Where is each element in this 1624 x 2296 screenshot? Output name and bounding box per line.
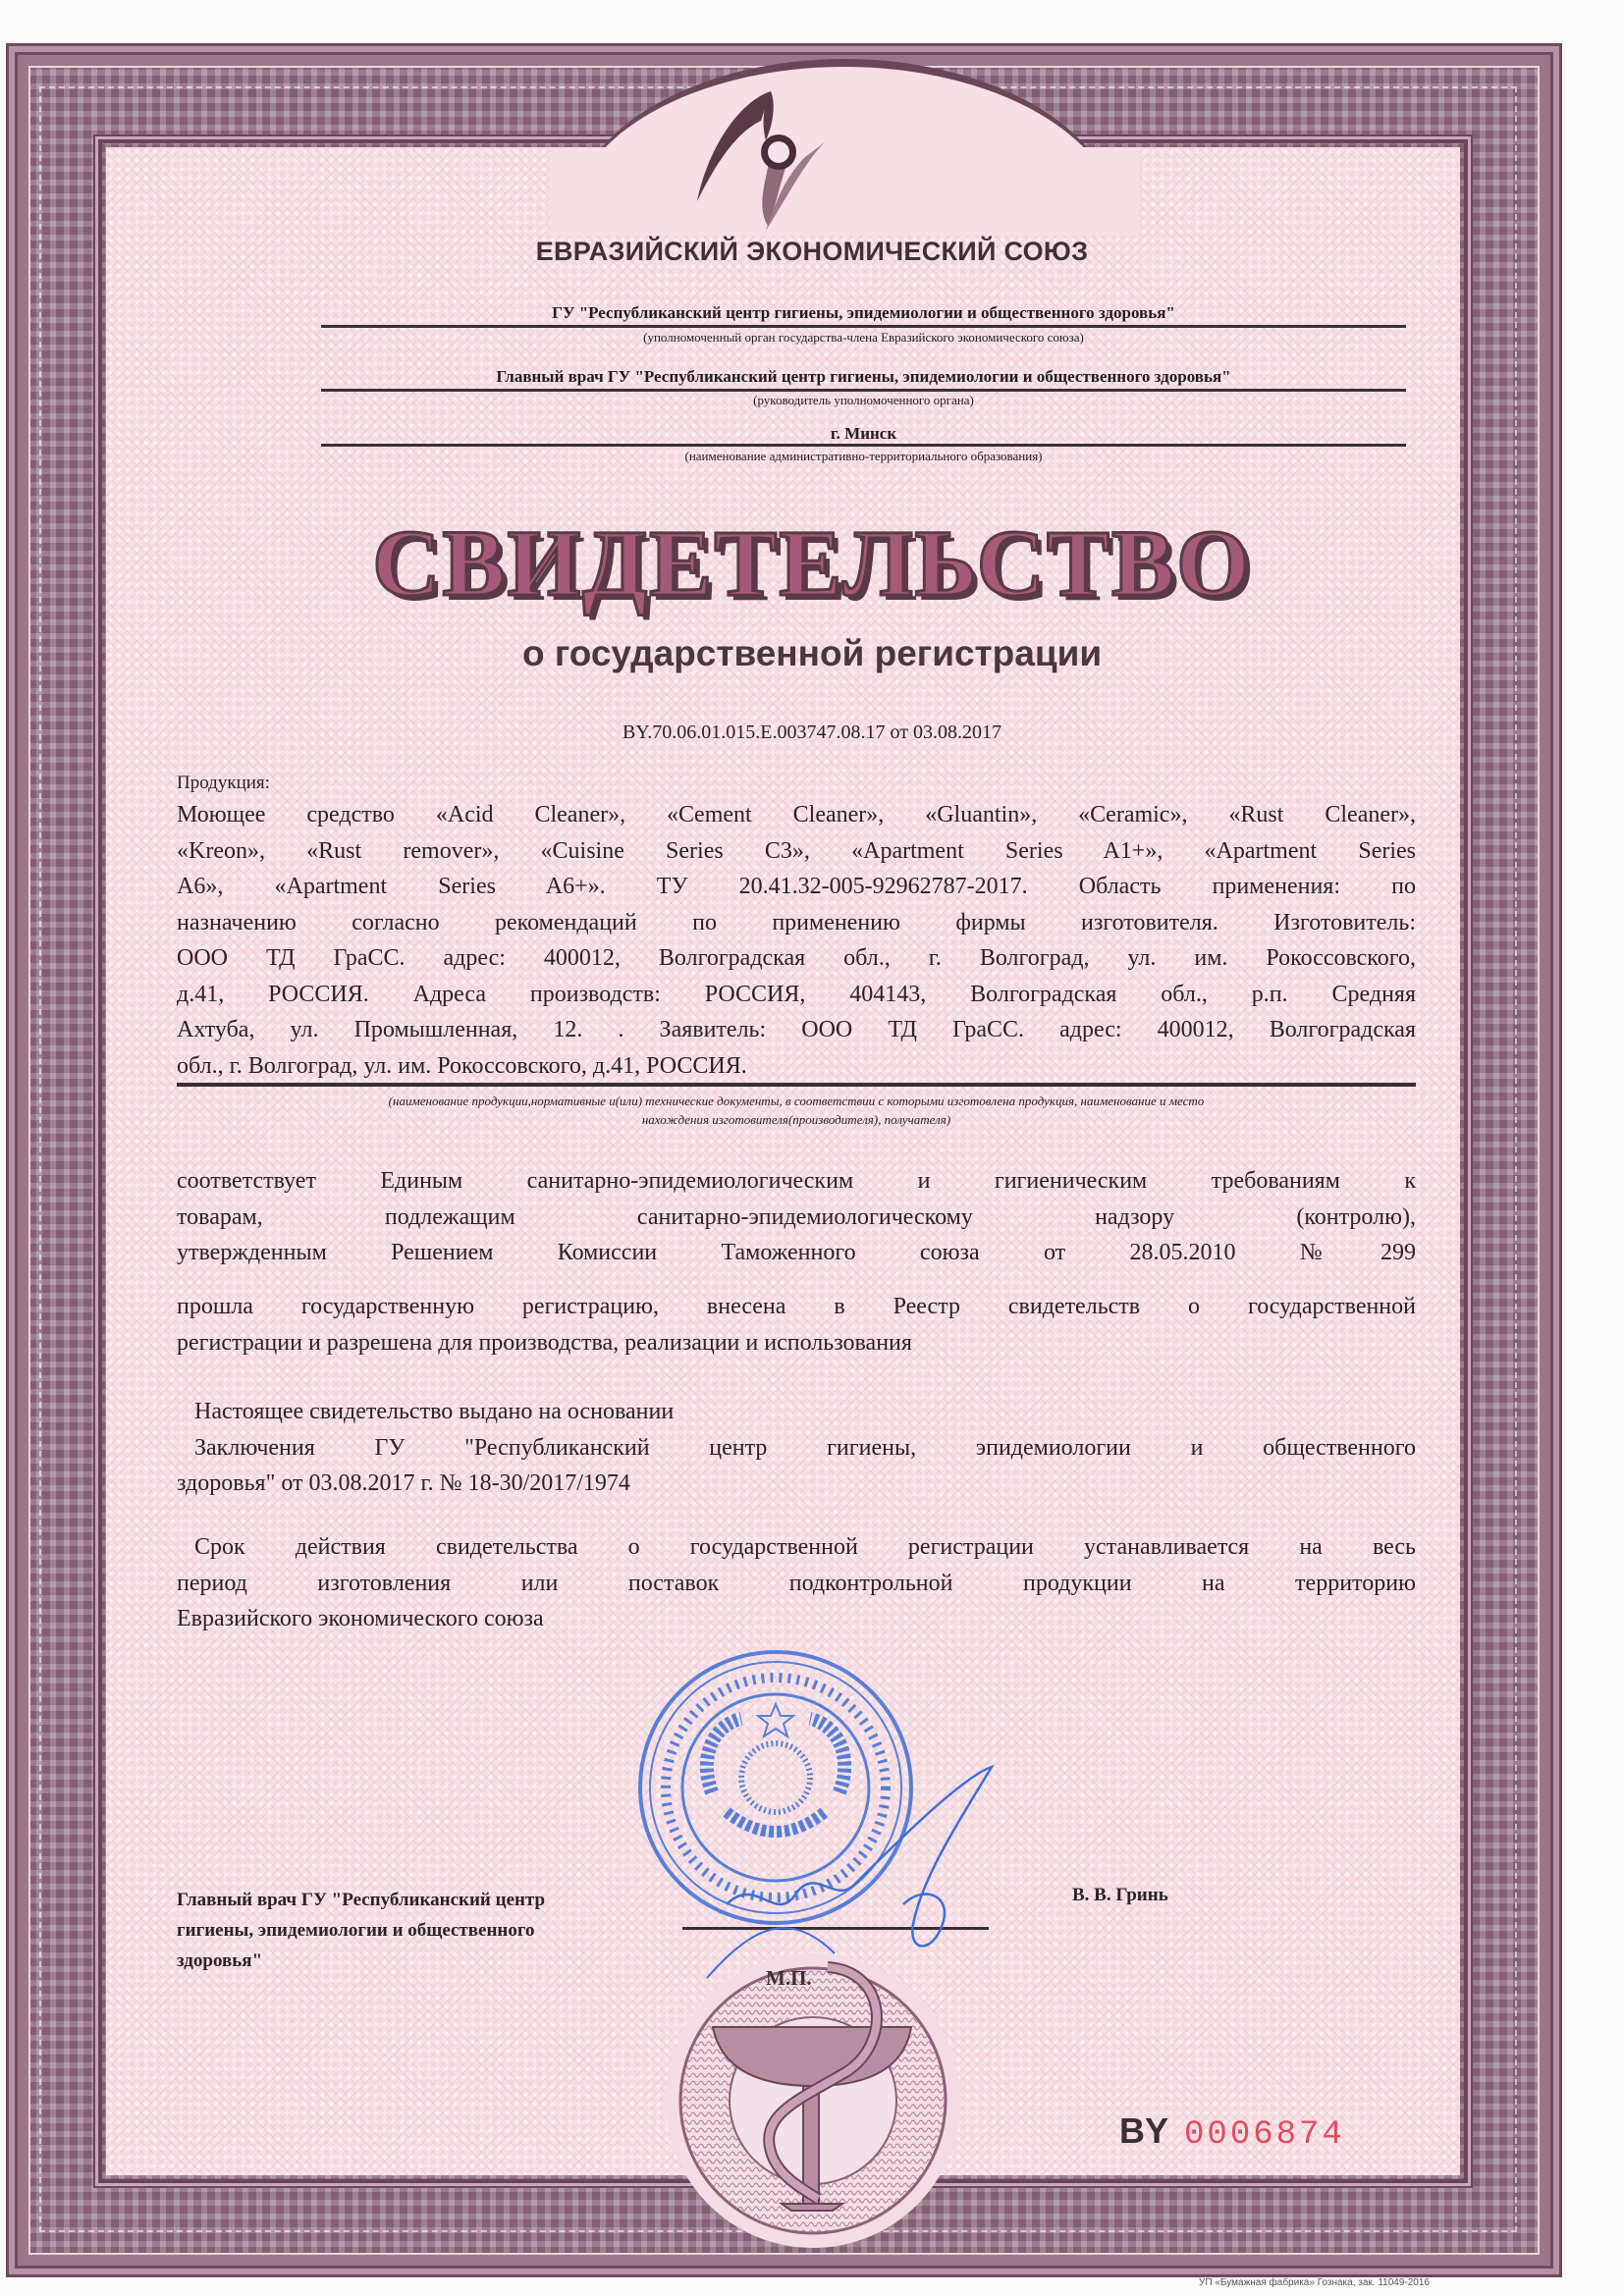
head-title: Главный врач ГУ "Республиканский центр гигиены, эпидемиологии и общественного здоровья"	[496, 367, 1231, 386]
head-rule	[321, 389, 1406, 392]
basis-line: здоровья" от 03.08.2017 г. № 18-30/2017/1974	[177, 1470, 630, 1496]
signatory-position-line: Главный врач ГУ "Республиканский центр	[177, 1890, 546, 1910]
seal-label: М.П.	[766, 1966, 812, 1990]
registration-line: прошла государственную регистрацию, внесена в Реестр свидетельств о государственной	[177, 1294, 1416, 1319]
validity-line: период изготовления или поставок подконтрольной продукции на территорию	[177, 1570, 1416, 1596]
basis-line: Настоящее свидетельство выдано на основании	[194, 1399, 675, 1424]
head-caption: (руководитель уполномоченного органа)	[753, 393, 974, 407]
basis-line: Заключения ГУ "Республиканский центр гигиены, эпидемиологии и общественного	[194, 1434, 1416, 1461]
city-rule	[321, 444, 1406, 447]
product-line: д.41, РОССИЯ. Адреса производств: РОССИЯ, 404143, Волгоградская обл., р.п. Средняя	[177, 981, 1416, 1007]
authority-caption: (уполномоченный орган государства-члена Евразийского экономического союза)	[643, 330, 1084, 345]
validity-line: Срок действия свидетельства о государственной регистрации устанавливается на весь	[194, 1534, 1416, 1560]
city-caption: (наименование административно-территориального образования)	[684, 449, 1043, 463]
signatory-name: В. В. Гринь	[1072, 1885, 1168, 1905]
compliance-line: соответствует Единым санитарно-эпидемиологическим и гигиеническим требованиям к	[177, 1168, 1416, 1194]
issuance-basis	[177, 1394, 1416, 1502]
eaeu-emblem-icon	[677, 83, 864, 231]
compliance-statement	[177, 1163, 1416, 1271]
handwritten-signature	[668, 1757, 1021, 1983]
certificate-title: СВИДЕТЕЛЬСТВО	[372, 510, 1252, 615]
product-caption-line: нахождения изготовителя(производителя), получателя)	[641, 1112, 951, 1127]
serial-digits: 0006874	[1184, 2116, 1345, 2154]
serial-number	[1119, 2110, 1345, 2154]
product-caption	[177, 1092, 1416, 1129]
union-name: ЕВРАЗИЙСКИЙ ЭКОНОМИЧЕСКИЙ СОЮЗ	[535, 237, 1089, 266]
city-name: г. Минск	[830, 424, 897, 443]
product-caption-line: (наименование продукции,нормативные и(или) технические документы, в соответствии с которыми изготовлена продукция, наименование и место	[388, 1094, 1205, 1108]
product-description	[177, 797, 1416, 1084]
registration-line: регистрации и разрешена для производства, реализации и использования	[177, 1329, 912, 1356]
signatory-position	[177, 1885, 648, 1976]
validity-line: Евразийского экономического союза	[177, 1606, 544, 1631]
registration-statement	[177, 1289, 1416, 1361]
product-label: Продукция:	[177, 773, 270, 793]
hygieia-seal-icon	[636, 1953, 990, 2277]
product-line: A6», «Apartment Series A6+». ТУ 20.41.32-005-92962787-2017. Область применения: по	[177, 874, 1416, 899]
product-line: Моющее средство «Acid Cleaner», «Cement Cleaner», «Gluantin», «Ceramic», «Rust Cleaner»,	[177, 802, 1416, 828]
product-line: обл., г. Волгоград, ул. им. Рокоссовского, д.41, РОССИЯ.	[177, 1052, 747, 1079]
signatory-position-line: здоровья"	[177, 1950, 263, 1971]
authority-rule	[321, 325, 1406, 328]
product-line: назначению согласно рекомендаций по применению фирмы изготовителя. Изготовитель:	[177, 909, 1416, 935]
product-rule	[177, 1083, 1416, 1087]
product-line: Ахтуба, ул. Промышленная, 12. . Заявитель: ООО ТД ГраСС. адрес: 400012, Волгоградская	[177, 1017, 1416, 1042]
compliance-line: утвержденным Решением Комиссии Таможенного союза от 28.05.2010 №299	[177, 1240, 1416, 1265]
validity-statement	[177, 1529, 1416, 1637]
certificate-number: BY.70.06.01.015.E.003747.08.17 от 03.08.2017	[623, 721, 1001, 743]
authority-name: ГУ "Республиканский центр гигиены, эпидемиологии и общественного здоровья"	[552, 303, 1175, 322]
printer-note: УП «Бумажная фабрика» Гознака, зак. 11049-2016	[1199, 2277, 1430, 2288]
signatory-position-line: гигиены, эпидемиологии и общественного	[177, 1920, 535, 1941]
product-line: ООО ТД ГраСС. адрес: 400012, Волгоградская обл., г. Волгоград, ул. им. Рокоссовского,	[177, 945, 1416, 971]
compliance-line: товарам, подлежащим санитарно-эпидемиологическому надзору (контролю),	[177, 1203, 1416, 1230]
product-line: «Kreon», «Rust remover», «Cuisine Series C3», «Apartment Series A1+», «Apartment Series	[177, 837, 1416, 864]
serial-prefix: BY	[1119, 2110, 1169, 2151]
certificate-subtitle: о государственной регистрации	[521, 633, 1103, 673]
